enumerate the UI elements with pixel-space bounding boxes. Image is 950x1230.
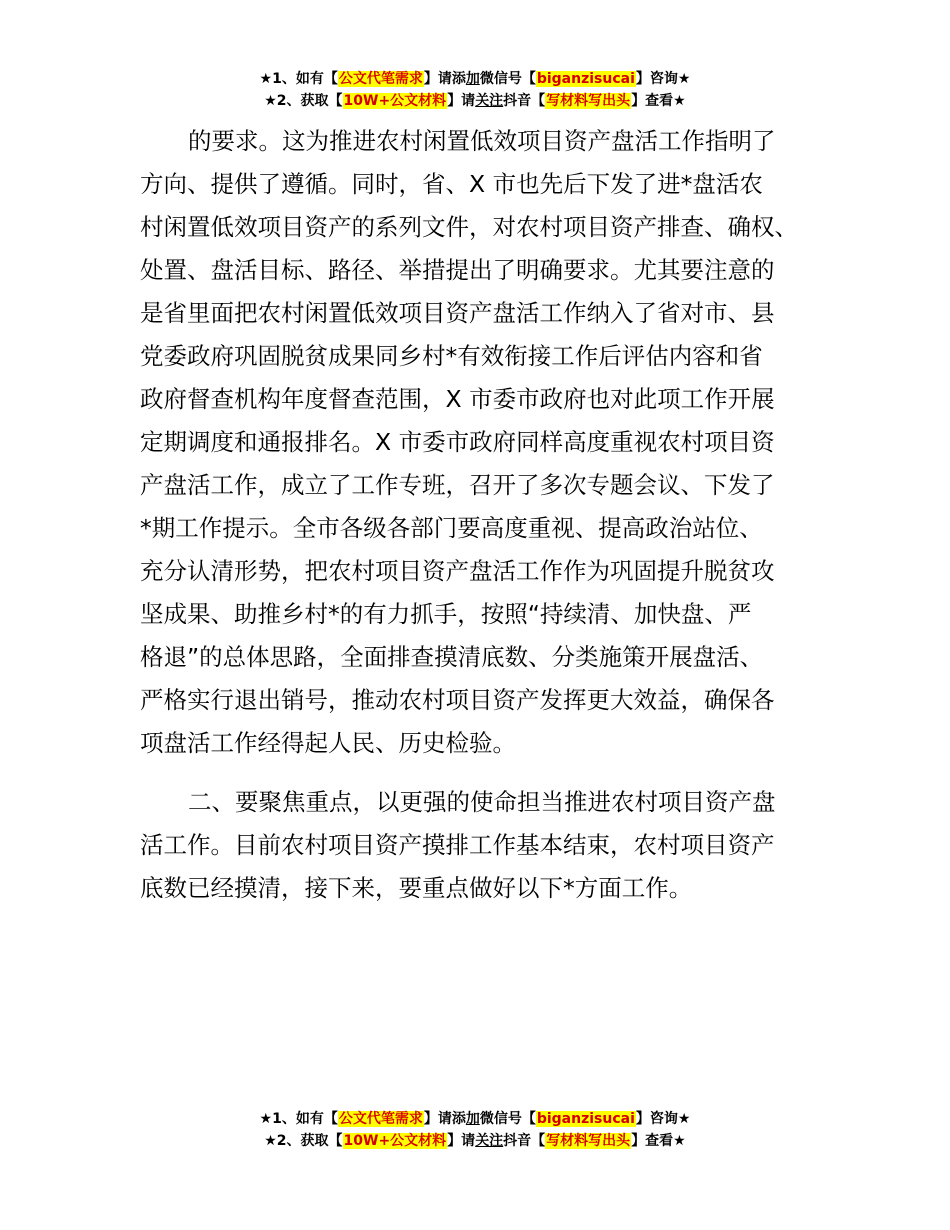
banner-highlight: 10W+公文材料 <box>343 1133 447 1149</box>
text-line: 严格实行退出销号，推动农村项目资产发挥更大效益，确保各 <box>140 686 775 714</box>
text-line: 格退”的总体思路，全面排查摸清底数、分类施策开展盘活、 <box>140 643 764 671</box>
banner-text: ★2、获取【 <box>264 1133 343 1149</box>
banner-line-1 <box>0 1108 950 1130</box>
footer-banner <box>0 1108 950 1152</box>
text-line: 底数已经摸清，接下来，要重点做好以下*方面工作。 <box>140 874 693 902</box>
banner-text: 微信号【 <box>479 71 536 87</box>
text-line: 政府督查机构年度督查范围，X 市委市政府也对此项工作开展 <box>140 385 775 413</box>
text-line: 是省里面把农村闲置低效项目资产盘活工作纳入了省对市、县 <box>140 299 775 327</box>
text-line: 产盘活工作，成立了工作专班，召开了多次专题会议、下发了 <box>140 471 775 499</box>
banner-text: ★1、如有【 <box>259 71 338 87</box>
text-line: 方向、提供了遵循。同时，省、X 市也先后下发了进*盘活农 <box>140 170 763 198</box>
banner-text: 】请添 <box>423 71 466 87</box>
text-line: 处置、盘活目标、路径、举措提出了明确要求。尤其要注意的 <box>140 256 775 284</box>
banner-underlined: 加 <box>465 71 480 87</box>
banner-text: 微信号【 <box>479 1111 536 1127</box>
banner-highlight: 10W+公文材料 <box>343 93 447 109</box>
banner-text: 抖音【 <box>503 1133 546 1149</box>
header-banner <box>0 68 950 112</box>
banner-underlined: 关注 <box>475 93 504 109</box>
banner-text: 】咨询★ <box>635 71 691 87</box>
banner-line-2 <box>0 1130 950 1152</box>
banner-text: 】咨询★ <box>635 1111 691 1127</box>
text-line: 村闲置低效项目资产的系列文件，对农村项目资产排查、确权、 <box>140 213 798 241</box>
banner-text: ★1、如有【 <box>259 1111 338 1127</box>
banner-underlined: 关注 <box>475 1133 504 1149</box>
text-line: 定期调度和通报排名。X 市委市政府同样高度重视农村项目资 <box>140 428 775 456</box>
text-line: 项盘活工作经得起人民、历史检验。 <box>140 729 516 757</box>
banner-line-1 <box>0 68 950 90</box>
banner-text: 】请 <box>447 93 476 109</box>
text-line: 二、要聚焦重点，以更强的使命担当推进农村项目资产盘 <box>188 788 776 816</box>
text-line: 充分认清形势，把农村项目资产盘活工作作为巩固提升脱贫攻 <box>140 557 775 585</box>
text-line: 坚成果、助推乡村*的有力抓手，按照“持续清、加快盘、严 <box>140 600 752 628</box>
banner-highlight: 写材料写出头 <box>546 93 631 109</box>
text-line: 党委政府巩固脱贫成果同乡村*有效衔接工作后评估内容和省 <box>140 342 763 370</box>
banner-text: 】查看★ <box>631 93 686 109</box>
paragraph-2 <box>140 781 820 910</box>
paragraph-1 <box>140 120 820 765</box>
banner-underlined: 加 <box>465 1111 480 1127</box>
banner-highlight: biganzisucai <box>536 71 635 87</box>
banner-highlight: biganzisucai <box>536 1111 635 1127</box>
banner-highlight: 公文代笔需求 <box>338 1111 423 1127</box>
banner-text: 】请 <box>447 1133 476 1149</box>
text-line: *期工作提示。全市各级各部门要高度重视、提高政治站位、 <box>140 514 763 542</box>
banner-text: 】查看★ <box>631 1133 686 1149</box>
banner-highlight: 写材料写出头 <box>546 1133 631 1149</box>
banner-text: ★2、获取【 <box>264 93 343 109</box>
banner-text: 抖音【 <box>503 93 546 109</box>
banner-highlight: 公文代笔需求 <box>338 71 423 87</box>
banner-line-2 <box>0 90 950 112</box>
text-line: 的要求。这为推进农村闲置低效项目资产盘活工作指明了 <box>188 127 776 155</box>
text-line: 活工作。目前农村项目资产摸排工作基本结束，农村项目资产 <box>140 831 775 859</box>
banner-text: 】请添 <box>423 1111 466 1127</box>
